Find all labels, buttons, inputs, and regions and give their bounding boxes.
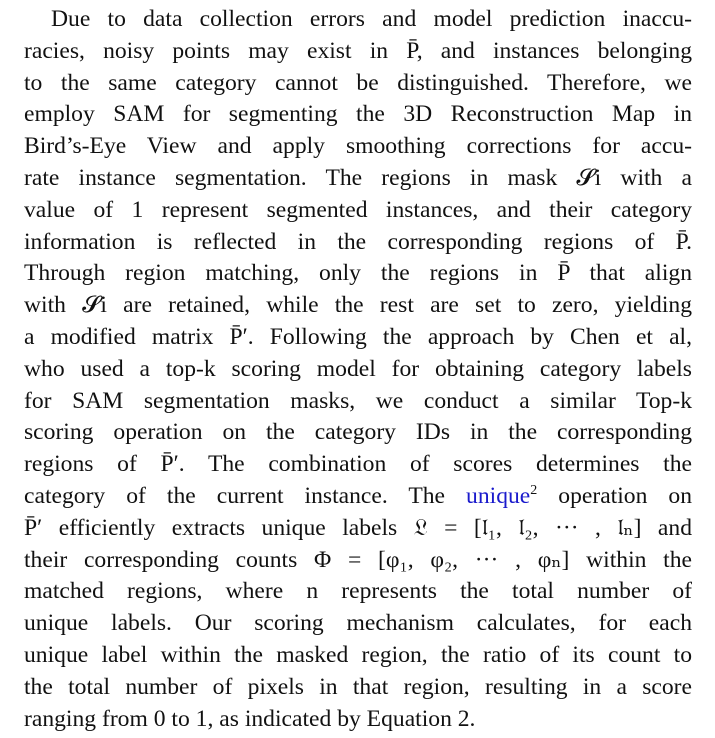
text-line-20: unique labels. Our scoring mechanism calculates, for each (24, 610, 692, 637)
text-line-10: with 𝓢i are retained, while the rest are set to zero, yielding (24, 292, 692, 319)
footnote-mark: 2 (530, 482, 538, 498)
text-line-14: scoring operation on the category IDs in the corresponding (24, 419, 692, 446)
text-line-6: rate instance segmentation. The regions in mask 𝓢i with a (24, 164, 692, 191)
text-line-3: to the same category cannot be distinguished. Therefore, we (24, 69, 692, 96)
paper-paragraph (24, 4, 692, 735)
text-line-23: ranging from 0 to 1, as indicated by Equation 2. (24, 705, 476, 732)
text-line-13: for SAM segmentation masks, we conduct a similar Top-k (24, 387, 692, 414)
text-line-18: their corresponding counts Φ = [φ₁, φ₂, ··· , φₙ] within the (24, 546, 692, 573)
text-line-15: regions of P̄′. The combination of scores determines the (24, 451, 692, 478)
text-line-21: unique label within the masked region, the ratio of its count to (24, 641, 692, 668)
unique-footnote-link[interactable]: unique (466, 482, 531, 509)
text-line-4: employ SAM for segmenting the 3D Reconstruction Map in (24, 101, 692, 128)
text-line-9: Through region matching, only the regions in P̄ that align (24, 260, 692, 287)
text-line-5: Bird’s-Eye View and apply smoothing corrections for accu- (24, 133, 692, 160)
text-line-12: who used a top-k scoring model for obtaining category labels (24, 355, 692, 382)
text-line-2: racies, noisy points may exist in P̄, and instances belonging (24, 37, 692, 64)
text-line-7: value of 1 represent segmented instances, and their category (24, 196, 692, 223)
text-line-16: category of the current instance. The unique$^2$ operation on (24, 482, 692, 509)
text-line-11: a modified matrix P̄′. Following the approach by Chen et al, (24, 323, 692, 350)
text-line-19: matched regions, where n represents the total number of (24, 578, 692, 605)
text-line-1: Due to data collection errors and model prediction inaccu- (51, 6, 692, 32)
text-line-17: P̄′ efficiently extracts unique labels 𝔏 = [𝔩₁, 𝔩₂, ··· , 𝔩ₙ] and (24, 514, 692, 541)
text-line-8: information is reflected in the corresponding regions of P̄. (24, 228, 692, 255)
text-line-22: the total number of pixels in that region, resulting in a score (24, 673, 692, 700)
